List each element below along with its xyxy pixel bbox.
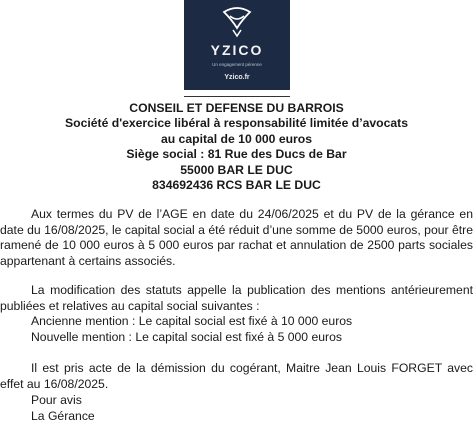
registered-office: Siège social : 81 Rue des Ducs de Bar [126,147,347,162]
divider [184,96,290,97]
new-mention: Nouvelle mention : Le capital social est fixé à 5 000 euros [31,329,342,344]
yzico-emblem-icon [220,6,254,38]
company-name: CONSEIL ET DEFENSE DU BARROIS [129,101,344,115]
rcs-number: 834692436 RCS BAR LE DUC [152,178,321,193]
company-form: Société d'exercice libéral à responsabilité limitée d’avocats [65,116,408,131]
company-capital: au capital de 10 000 euros [160,131,313,146]
postal-city: 55000 BAR LE DUC [180,162,293,177]
logo-tagline: Un engagement pérenne [212,62,262,67]
notice-header [0,101,473,193]
paragraph-resignation [0,361,473,392]
logo-site: Yzico.fr [224,74,250,81]
closing-line-1: Pour avis [31,393,82,407]
company-logo [184,0,290,90]
logo-name: YZICO [210,42,264,58]
paragraph-statute-change [0,283,473,345]
closing [0,393,473,424]
closing-line-2: La Gérance [31,408,95,423]
paragraph-capital-reduction [0,207,473,269]
old-mention: Ancienne mention : Le capital social est fixé à 10 000 euros [31,314,353,328]
paragraph-text: Aux termes du PV de l’AGE en date du 24/06/2025 et du PV de la gérance en date du 16/08/2025, le capital social a été réduit d’une somme de 5000 euros, pour être ramené de 10 000 euros à 5 000 euros par rachat et annulation de 2500 parts sociales appartenant à certains associés. [0,207,473,268]
paragraph-text: Il est pris acte de la démission du cogérant, Maitre Jean Louis FORGET avec effet au 16/08/2025. [0,361,473,391]
paragraph-text: La modification des statuts appelle la publication des mentions antérieurement publiées et relatives au capital social suivantes : [0,283,473,313]
